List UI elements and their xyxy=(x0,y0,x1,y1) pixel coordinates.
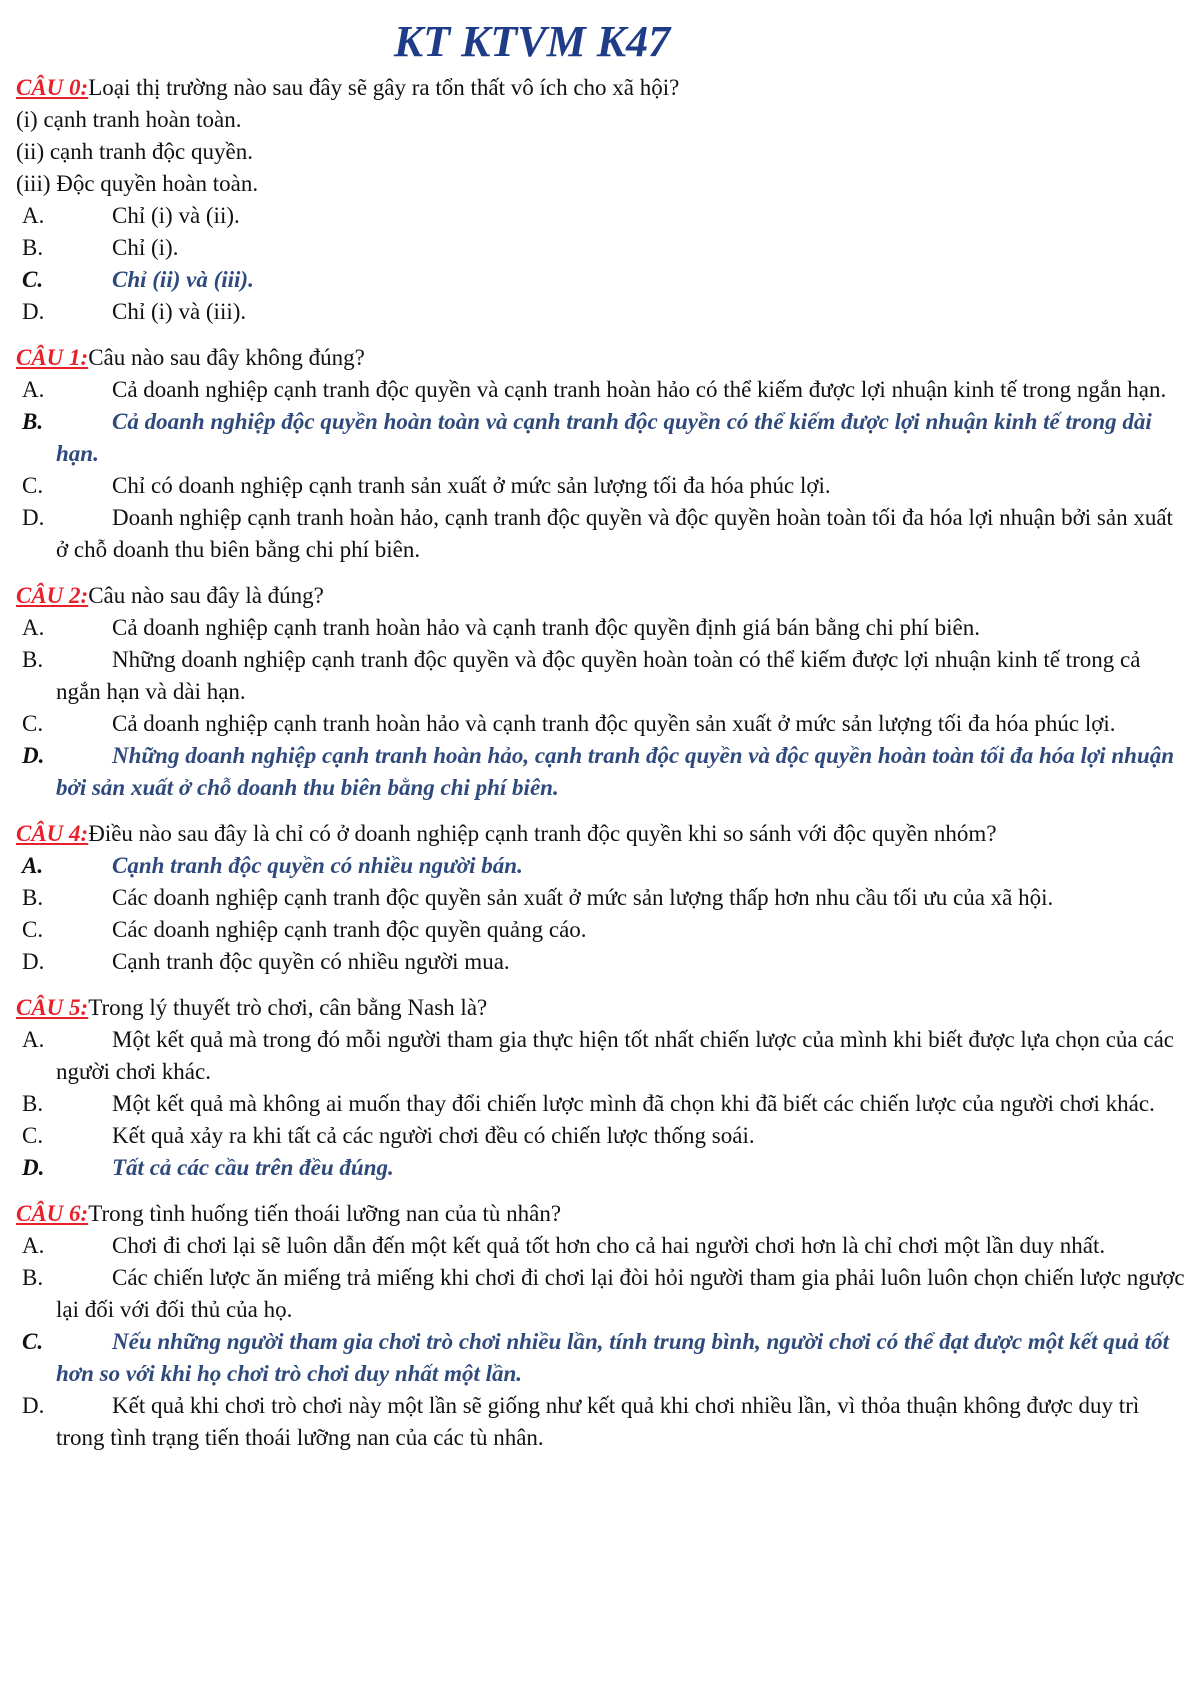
option-text: Cả doanh nghiệp cạnh tranh hoàn hảo và cạnh tranh độc quyền định giá bán bằng chi phí biên. xyxy=(112,615,980,640)
answer-option xyxy=(16,1120,1186,1152)
option-text: Tất cả các cầu trên đều đúng. xyxy=(112,1155,394,1180)
option-letter: D. xyxy=(22,299,45,324)
option-text: Kết quả xảy ra khi tất cả các người chơi đều có chiến lược thống soái. xyxy=(112,1123,755,1148)
option-letter: D. xyxy=(22,1393,45,1418)
answer-option xyxy=(16,946,1186,978)
option-letter: A. xyxy=(22,377,45,402)
option-text: Chơi đi chơi lại sẽ luôn dẫn đến một kết quả tốt hơn cho cả hai người chơi hơn là chỉ chơi một lần duy nhất. xyxy=(112,1233,1106,1258)
question-statement: (ii) cạnh tranh độc quyền. xyxy=(16,139,253,164)
option-letter: C. xyxy=(22,473,44,498)
question-statement: (i) cạnh tranh hoàn toàn. xyxy=(16,107,242,132)
option-letter: D. xyxy=(22,949,45,974)
option-letter: C. xyxy=(22,711,44,736)
question-text: Trong tình huống tiến thoái lưỡng nan của tù nhân? xyxy=(88,1201,562,1226)
answer-option xyxy=(16,1088,1186,1120)
option-text: Một kết quả mà trong đó mỗi người tham gia thực hiện tốt nhất chiến lược của mình khi biết được lựa chọn của các người chơi khác. xyxy=(56,1027,1174,1084)
option-letter: B. xyxy=(22,409,44,434)
option-text: Chỉ (ii) và (iii). xyxy=(112,267,254,292)
question-text: Câu nào sau đây không đúng? xyxy=(88,345,365,370)
option-letter: A. xyxy=(22,615,45,640)
option-text: Cả doanh nghiệp cạnh tranh hoàn hảo và cạnh tranh độc quyền sản xuất ở mức sản lượng tối đa hóa phúc lợi. xyxy=(112,711,1116,736)
question-header xyxy=(16,818,1186,850)
option-text: Những doanh nghiệp cạnh tranh độc quyền và độc quyền hoàn toàn có thể kiếm được lợi nhuận kinh tế trong cả ngắn hạn và dài hạn. xyxy=(56,647,1141,704)
answer-option xyxy=(16,470,1186,502)
question-block xyxy=(16,992,1186,1184)
option-text: Một kết quả mà không ai muốn thay đổi chiến lược mình đã chọn khi đã biết các chiến lược của người chơi khác. xyxy=(112,1091,1155,1116)
question-header xyxy=(16,992,1186,1024)
option-text: Kết quả khi chơi trò chơi này một lần sẽ giống như kết quả khi chơi nhiều lần, vì thỏa thuận không được duy trì trong tình trạng tiến thoái lưỡng nan của các tù nhân. xyxy=(56,1393,1140,1450)
answer-option xyxy=(16,644,1186,708)
question-header xyxy=(16,1198,1186,1230)
question-number: CÂU 6: xyxy=(16,1201,89,1226)
option-letter: B. xyxy=(22,647,44,672)
option-letter: B. xyxy=(22,1265,44,1290)
option-text: Cả doanh nghiệp độc quyền hoàn toàn và cạnh tranh độc quyền có thể kiếm được lợi nhuận kinh tế trong dài hạn. xyxy=(56,409,1152,466)
answer-option xyxy=(16,232,1186,264)
option-text: Chỉ có doanh nghiệp cạnh tranh sản xuất ở mức sản lượng tối đa hóa phúc lợi. xyxy=(112,473,831,498)
answer-option-correct xyxy=(16,1326,1186,1390)
option-letter: D. xyxy=(22,743,45,768)
question-block xyxy=(16,72,1186,328)
question-block xyxy=(16,818,1186,978)
answer-option xyxy=(16,1230,1186,1262)
question-text: Loại thị trường nào sau đây sẽ gây ra tổn thất vô ích cho xã hội? xyxy=(88,75,680,100)
option-letter: A. xyxy=(22,1027,45,1052)
question-header xyxy=(16,342,1186,374)
option-text: Chỉ (i) và (ii). xyxy=(112,203,240,228)
option-letter: D. xyxy=(22,1155,45,1180)
option-text: Những doanh nghiệp cạnh tranh hoàn hảo, cạnh tranh độc quyền và độc quyền hoàn toàn tối đa hóa lợi nhuận bởi sản xuất ở chỗ doanh thu biên bằng chi phí biên. xyxy=(56,743,1175,800)
option-text: Cạnh tranh độc quyền có nhiều người mua. xyxy=(112,949,510,974)
option-text: Các chiến lược ăn miếng trả miếng khi chơi đi chơi lại đòi hỏi người tham gia phải luôn luôn chọn chiến lược ngược lại đối với đối thủ của họ. xyxy=(56,1265,1185,1322)
option-letter: C. xyxy=(22,267,44,292)
option-letter: B. xyxy=(22,885,44,910)
option-letter: D. xyxy=(22,505,45,530)
option-letter: C. xyxy=(22,1329,44,1354)
answer-option xyxy=(16,708,1186,740)
option-letter: C. xyxy=(22,1123,44,1148)
question-statement: (iii) Độc quyền hoàn toàn. xyxy=(16,171,259,196)
option-letter: A. xyxy=(22,853,44,878)
answer-option xyxy=(16,1390,1186,1454)
answer-option-correct xyxy=(16,264,1186,296)
question-text: Trong lý thuyết trò chơi, cân bằng Nash là? xyxy=(88,995,488,1020)
answer-option-correct xyxy=(16,406,1186,470)
option-text: Cạnh tranh độc quyền có nhiều người bán. xyxy=(112,853,523,878)
question-number: CÂU 5: xyxy=(16,995,89,1020)
question-block xyxy=(16,342,1186,566)
option-text: Nếu những người tham gia chơi trò chơi nhiều lần, tính trung bình, người chơi có thể đạt được một kết quả tốt hơn so với khi họ chơi trò chơi duy nhất một lần. xyxy=(56,1329,1170,1386)
question-block xyxy=(16,580,1186,804)
answer-option xyxy=(16,882,1186,914)
answer-option xyxy=(16,374,1186,406)
answer-option-correct xyxy=(16,740,1186,804)
answer-option xyxy=(16,200,1186,232)
question-list xyxy=(16,72,1186,1468)
answer-option xyxy=(16,914,1186,946)
question-text: Câu nào sau đây là đúng? xyxy=(88,583,324,608)
option-text: Doanh nghiệp cạnh tranh hoàn hảo, cạnh tranh độc quyền và độc quyền hoàn toàn tối đa hóa lợi nhuận bởi sản xuất ở chỗ doanh thu biên bằng chi phí biên. xyxy=(56,505,1173,562)
answer-option-correct xyxy=(16,1152,1186,1184)
option-letter: B. xyxy=(22,235,44,260)
option-text: Chỉ (i) và (iii). xyxy=(112,299,247,324)
document-title: KT KTVM K47 xyxy=(393,17,671,66)
answer-option xyxy=(16,1262,1186,1326)
option-letter: C. xyxy=(22,917,44,942)
option-text: Các doanh nghiệp cạnh tranh độc quyền sản xuất ở mức sản lượng thấp hơn nhu cầu tối ưu của xã hội. xyxy=(112,885,1054,910)
answer-option xyxy=(16,296,1186,328)
question-number: CÂU 0: xyxy=(16,75,89,100)
question-header xyxy=(16,72,1186,104)
question-header xyxy=(16,580,1186,612)
option-letter: A. xyxy=(22,1233,45,1258)
answer-option xyxy=(16,502,1186,566)
option-text: Chỉ (i). xyxy=(112,235,179,260)
answer-option-correct xyxy=(16,850,1186,882)
question-number: CÂU 4: xyxy=(16,821,89,846)
option-letter: B. xyxy=(22,1091,44,1116)
question-block xyxy=(16,1198,1186,1454)
question-number: CÂU 1: xyxy=(16,345,89,370)
option-text: Cả doanh nghiệp cạnh tranh độc quyền và cạnh tranh hoàn hảo có thể kiếm được lợi nhuận kinh tế trong ngắn hạn. xyxy=(112,377,1167,402)
question-text: Điều nào sau đây là chỉ có ở doanh nghiệp cạnh tranh độc quyền khi so sánh với độc quyền nhóm? xyxy=(88,821,997,846)
answer-option xyxy=(16,612,1186,644)
answer-option xyxy=(16,1024,1186,1088)
option-letter: A. xyxy=(22,203,45,228)
question-number: CÂU 2: xyxy=(16,583,89,608)
option-text: Các doanh nghiệp cạnh tranh độc quyền quảng cáo. xyxy=(112,917,587,942)
